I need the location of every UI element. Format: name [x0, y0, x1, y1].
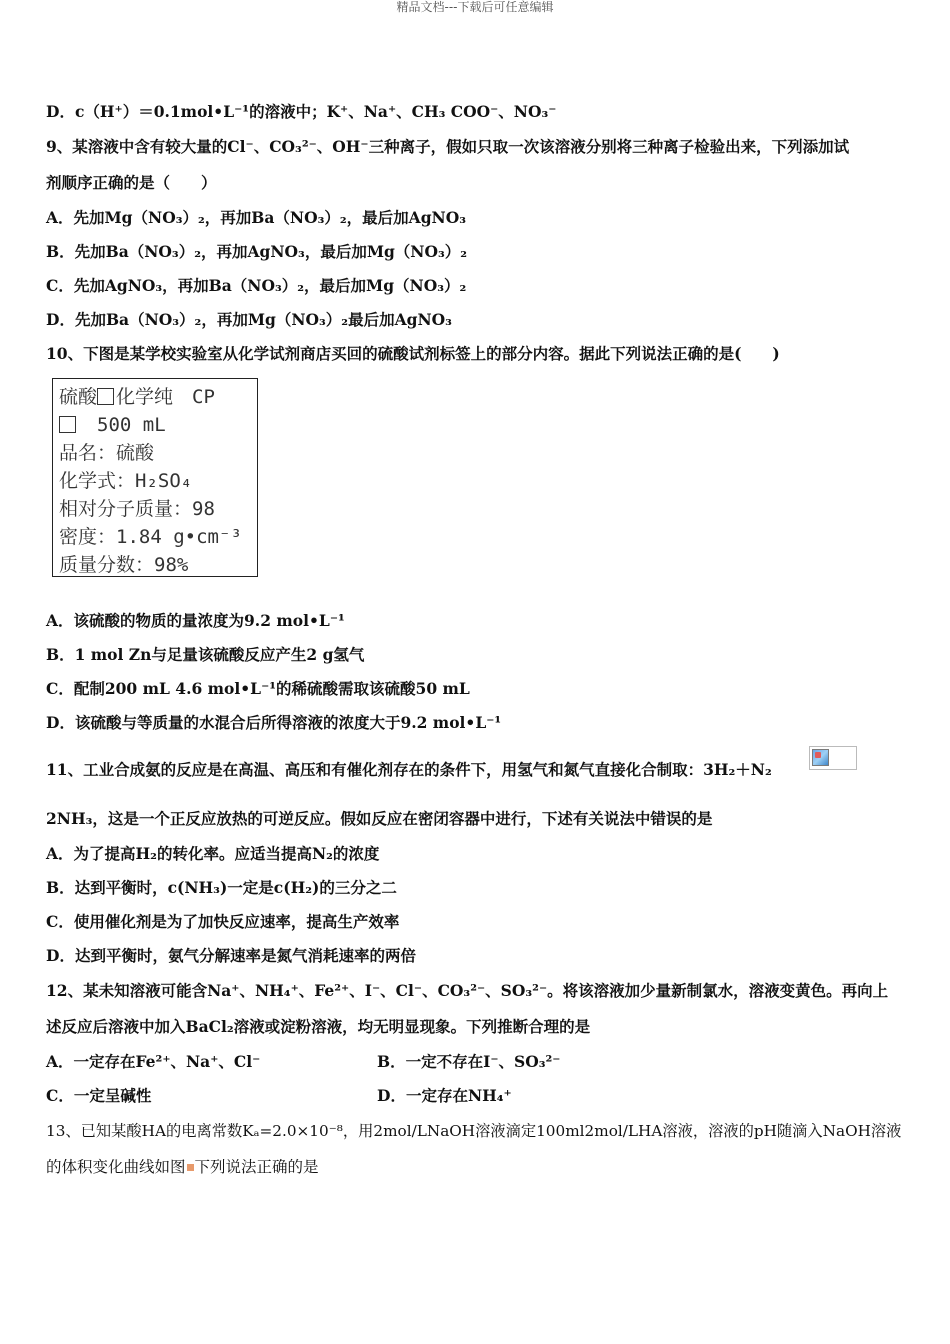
q9-stem-line2: 剂顺序正确的是（ ）	[46, 173, 217, 192]
q12-stem-line1: 12、某未知溶液可能含Na⁺、NH₄⁺、Fe²⁺、I⁻、Cl⁻、CO₃²⁻、SO₃²⁻。将该溶液加少量新制氯水，溶液变黄色。再向上	[46, 981, 889, 1000]
label-line3: 品名：硫酸	[59, 442, 155, 464]
q9-option-a: A．先加Mg（NO₃）₂，再加Ba（NO₃）₂，最后加AgNO₃	[46, 208, 466, 227]
q10-option-d: D．该硫酸与等质量的水混合后所得溶液的浓度大于9.2 mol•L⁻¹	[46, 713, 502, 732]
q10-option-a: A．该硫酸的物质的量浓度为9.2 mol•L⁻¹	[46, 611, 345, 630]
label-line6: 密度：1.84 g•cm⁻³	[59, 526, 242, 548]
q11-option-a: A．为了提高H₂的转化率。应适当提高N₂的浓度	[46, 844, 380, 863]
q13-stem-line1: 13、已知某酸HA的电离常数Kₐ=2.0×10⁻⁸，用2mol/LNaOH溶液滴定100ml2mol/LHA溶液，溶液的pH随滴入NaOH溶液	[46, 1122, 902, 1140]
q10-option-b: B．1 mol Zn与足量该硫酸反应产生2 g氢气	[46, 645, 365, 664]
q9-option-b: B．先加Ba（NO₃）₂，再加AgNO₃，最后加Mg（NO₃）₂	[46, 242, 468, 261]
q12-stem-line2: 述反应后溶液中加入BaCl₂溶液或淀粉溶液，均无明显现象。下列推断合理的是	[46, 1017, 591, 1036]
label-line5: 相对分子质量：98	[59, 498, 215, 520]
page-header: 精品文档---下载后可任意编辑	[396, 0, 554, 14]
q10-stem: 10、下图是某学校实验室从化学试剂商店买回的硫酸试剂标签上的部分内容。据此下列说法正确的是( )	[46, 344, 780, 363]
q8-option-d: D．c（H⁺）＝0.1mol•L⁻¹的溶液中；K⁺、Na⁺、CH₃ COO⁻、NO₃⁻	[46, 102, 557, 121]
q9-stem-line1: 9、某溶液中含有较大量的Cl⁻、CO₃²⁻、OH⁻三种离子，假如只取一次该溶液分别将三种离子检验出来，下列添加试	[46, 137, 850, 156]
q12-option-b: B．一定不存在I⁻、SO₃²⁻	[377, 1052, 561, 1071]
q12-option-c: C．一定呈碱性	[46, 1086, 152, 1105]
label-line1	[59, 383, 257, 411]
q12-option-a: A．一定存在Fe²⁺、Na⁺、Cl⁻	[46, 1052, 261, 1071]
label-line2	[59, 411, 257, 439]
q12-option-d: D．一定存在NH₄⁺	[377, 1086, 512, 1105]
missing-glyph-box	[97, 388, 114, 405]
q9-option-d: D．先加Ba（NO₃）₂，再加Mg（NO₃）₂最后加AgNO₃	[46, 310, 452, 329]
q13-stem-text-b: 下列说法正确的是	[194, 1158, 319, 1176]
missing-glyph-box	[59, 416, 76, 433]
reagent-label	[52, 378, 258, 577]
q13-stem-text-a: 的体积变化曲线如图	[46, 1158, 186, 1176]
broken-image-icon	[809, 746, 857, 770]
q10-option-c: C．配制200 mL 4.6 mol•L⁻¹的稀硫酸需取该硫酸50 mL	[46, 679, 470, 698]
label-line1-grade: 化学纯 CP	[116, 386, 215, 408]
q11-option-d: D．达到平衡时，氨气分解速率是氮气消耗速率的两倍	[46, 946, 416, 965]
q9-option-c: C．先加AgNO₃，再加Ba（NO₃）₂，最后加Mg（NO₃）₂	[46, 276, 467, 295]
label-volume: 500 mL	[78, 414, 166, 436]
q11-stem-line2: 2NH₃，这是一个正反应放热的可逆反应。假如反应在密闭容器中进行，下述有关说法中错误的是	[46, 809, 713, 828]
label-line4: 化学式：H₂SO₄	[59, 470, 193, 492]
label-line1-name: 硫酸	[59, 386, 98, 408]
q11-option-b: B．达到平衡时，c(NH₃)一定是c(H₂)的三分之二	[46, 878, 397, 897]
label-line7: 质量分数：98%	[59, 554, 189, 576]
figure-placeholder-icon	[187, 1164, 194, 1171]
q13-stem-line2	[46, 1157, 319, 1177]
q11-option-c: C．使用催化剂是为了加快反应速率，提高生产效率	[46, 912, 400, 931]
q11-stem-line1: 11、工业合成氨的反应是在高温、高压和有催化剂存在的条件下，用氢气和氮气直接化合制取：3H₂＋N₂	[46, 760, 772, 779]
